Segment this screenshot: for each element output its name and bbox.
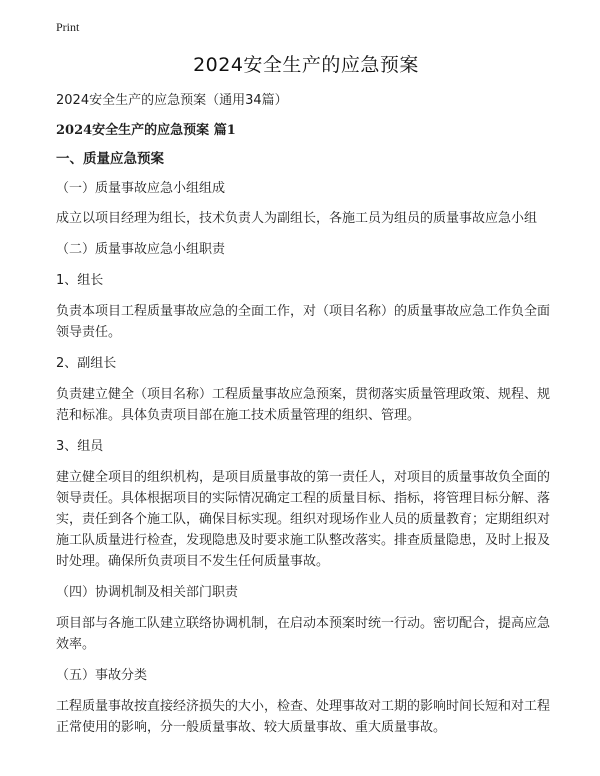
role-heading-deputy: 2、副组长 [56, 356, 117, 371]
subsection-heading-coordination: （四）协调机制及相关部门职责 [56, 585, 239, 600]
paragraph-composition: 成立以项目经理为组长，技术负责人为副组长，各施工员为组员的质量事故应急小组 [56, 211, 538, 226]
paragraph-member: 建立健全项目的组织机构，是项目质量事故的第一责任人，对项目的质量事故负全面的领导责任。具体根据项目的实际情况确定工程的质量目标、指标，将管理目标分解、落实，责任到各个施工队，确保目标实现。组织对现场作业人员的质量教育；定期组织对施工队质量进行检查，发现隐患及时要求施工队整改落实。排查质量隐患，及时上报及时处理。确保所负责项目不发生任何质量事故。 [56, 470, 551, 569]
section-heading-quality: 一、质量应急预案 [56, 151, 164, 167]
paragraph-leader: 负责本项目工程质量事故应急的全面工作，对（项目名称）的质量事故应急工作负全面领导责任。 [56, 304, 551, 340]
print-label: Print [56, 20, 80, 34]
page-title: 2024安全生产的应急预案 [193, 54, 419, 76]
article-heading: 2024安全生产的应急预案 篇1 [56, 123, 236, 138]
paragraph-deputy: 负责建立健全（项目名称）工程质量事故应急预案，贯彻落实质量管理政策、规程、规范和标准。具体负责项目部在施工技术质量管理的组织、管理。 [56, 387, 551, 423]
paragraph-classification: 工程质量事故按直接经济损失的大小，检查、处理事故对工期的影响时间长短和对工程正常使用的影响，分一般质量事故、较大质量事故、重大质量事故。 [56, 699, 551, 735]
role-heading-member: 3、组员 [56, 439, 104, 454]
subsection-heading-composition: （一）质量事故应急小组组成 [56, 181, 226, 196]
document-subtitle: 2024安全生产的应急预案（通用34篇） [56, 93, 288, 108]
document-page [56, 50, 556, 738]
paragraph-coordination: 项目部与各施工队建立联络协调机制，在启动本预案时统一行动。密切配合，提高应急效率。 [56, 616, 551, 652]
subsection-heading-duties: （二）质量事故应急小组职责 [56, 242, 226, 257]
role-heading-leader: 1、组长 [56, 273, 104, 288]
subsection-heading-classification: （五）事故分类 [56, 668, 148, 683]
